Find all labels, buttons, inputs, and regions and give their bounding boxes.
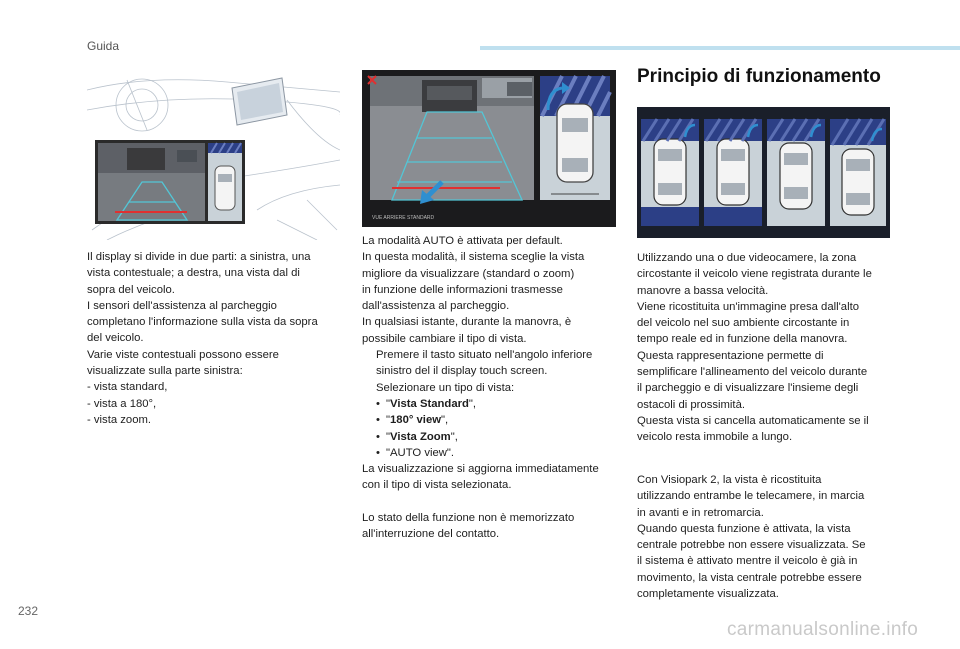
option-item [362, 396, 630, 412]
step-2 [362, 380, 630, 396]
col3-line: Viene ricostituita un'immagine presa dall'alto [637, 300, 860, 313]
col1-list-item: - vista zoom. [87, 413, 152, 426]
bullet-mark [362, 380, 376, 396]
bullet-mark [362, 347, 376, 363]
column-2-text [362, 233, 630, 542]
option-item [362, 412, 630, 428]
watermark: carmanualsonline.info [727, 619, 919, 640]
option-label: 180° view [390, 414, 442, 427]
col1-line: del veicolo. [87, 332, 144, 345]
step-1-cont [362, 363, 630, 379]
sub-bullet: • [376, 430, 380, 443]
col3-line: utilizzando entrambe le telecamere, in marcia [637, 490, 865, 503]
col3-line: completamente visualizzata. [637, 588, 779, 601]
sub-bullet: • [376, 397, 380, 410]
col3-line: tempo reale ed in funzione della manovra. [637, 333, 848, 346]
step-1 [362, 347, 630, 363]
option-pre: " [386, 414, 391, 427]
step-2-text: Selezionare un tipo di vista: [376, 381, 515, 394]
col2-line: dall'assistenza al parcheggio. [362, 300, 510, 313]
col3-line: movimento, la vista centrale potrebbe essere [637, 571, 862, 584]
col3-line: centrale potrebbe non essere visualizzata. Se [637, 539, 866, 552]
col1-line: vista contestuale; a destra, una vista dal di [87, 267, 300, 280]
col3-line: in avanti e in retromarcia. [637, 506, 764, 519]
option-item [362, 429, 630, 445]
col2-line: migliore da visualizzare (standard o zoom) [362, 267, 575, 280]
col2-line: in funzione delle informazioni trasmesse [362, 283, 563, 296]
col3-line: semplificare l'allineamento del veicolo durante [637, 366, 868, 379]
col3-line: manovre a bassa velocità. [637, 284, 769, 297]
col3-line: Questa rappresentazione permette di [637, 349, 824, 362]
col1-line: completano l'informazione sulla vista da sopra [87, 316, 318, 329]
col1-line: sopra del veicolo. [87, 283, 175, 296]
option-post: ", [450, 430, 458, 443]
col2-line: possibile cambiare il tipo di vista. [362, 332, 527, 345]
option-post: ", [441, 414, 449, 427]
col1-line: Varie viste contestuali possono essere [87, 348, 279, 361]
header-bar [480, 46, 960, 50]
sub-bullet: • [376, 446, 380, 459]
col3-line: del veicolo nel suo ambiente circostante in [637, 317, 850, 330]
col3-line: il parcheggio e di visualizzare l'insieme degli [637, 382, 859, 395]
col1-line: Il display si divide in due parti: a sinistra, una [87, 251, 311, 263]
option-pre: " [386, 397, 391, 410]
sub-bullet: • [376, 414, 380, 427]
col3-line: il sistema è attivato mentre il veicolo è già in [637, 555, 858, 568]
option-post: ", [468, 397, 477, 410]
page-number: 232 [18, 604, 39, 618]
col3-line: Con Visiopark 2, la vista è ricostituita [637, 474, 822, 486]
option-pre: "AUTO view". [386, 446, 455, 459]
col2-memo: all'interruzione del contatto. [362, 528, 500, 541]
screen-caption: VUE ARRIERE STANDARD [372, 215, 435, 221]
col2-line: con il tipo di vista selezionata. [362, 479, 512, 492]
column-1-text [87, 249, 352, 428]
col1-list-item: - vista a 180°, [87, 397, 157, 410]
col1-line: visualizzate sulla parte sinistra: [87, 365, 243, 378]
column-3-visiopark-text [637, 472, 895, 602]
col1-line: I sensori dell'assistenza al parcheggio [87, 299, 277, 312]
option-label: Vista Standard [390, 397, 469, 410]
col3-line: circostante il veicolo viene registrata durante le [637, 268, 872, 281]
col2-line: In qualsiasi istante, durante la manovra, è [362, 316, 572, 329]
col3-line: Questa vista si cancella automaticamente se il [637, 414, 869, 427]
col3-line: veicolo resta immobile a lungo. [637, 431, 793, 444]
section-title: Principio di funzionamento [637, 66, 881, 87]
step-1-text: Premere il tasto situato nell'angolo inferiore [376, 349, 593, 362]
column-3-text [637, 250, 895, 446]
option-pre: " [386, 430, 391, 443]
col2-line: In questa modalità, il sistema sceglie la vista [362, 251, 585, 264]
col3-line: Quando questa funzione è attivata, la vista [637, 522, 851, 535]
col2-memo: Lo stato della funzione non è memorizzato [362, 511, 575, 524]
col3-line: Utilizzando una o due videocamere, la zona [637, 252, 857, 264]
col2-line: La visualizzazione si aggiorna immediatamente [362, 463, 599, 476]
dashboard-illustration [87, 70, 340, 240]
step-1-text-cont: sinistro del il display touch screen. [376, 365, 548, 378]
col3-line: ostacoli di prossimità. [637, 398, 745, 411]
section-label: Guida [87, 39, 120, 53]
col1-list-item: - vista standard, [87, 381, 168, 394]
col2-line: La modalità AUTO è attivata per default. [362, 235, 563, 247]
rear-camera-screen [362, 70, 616, 227]
option-label: Vista Zoom [390, 430, 451, 443]
top-view-sequence [637, 107, 890, 238]
option-item [362, 445, 630, 461]
